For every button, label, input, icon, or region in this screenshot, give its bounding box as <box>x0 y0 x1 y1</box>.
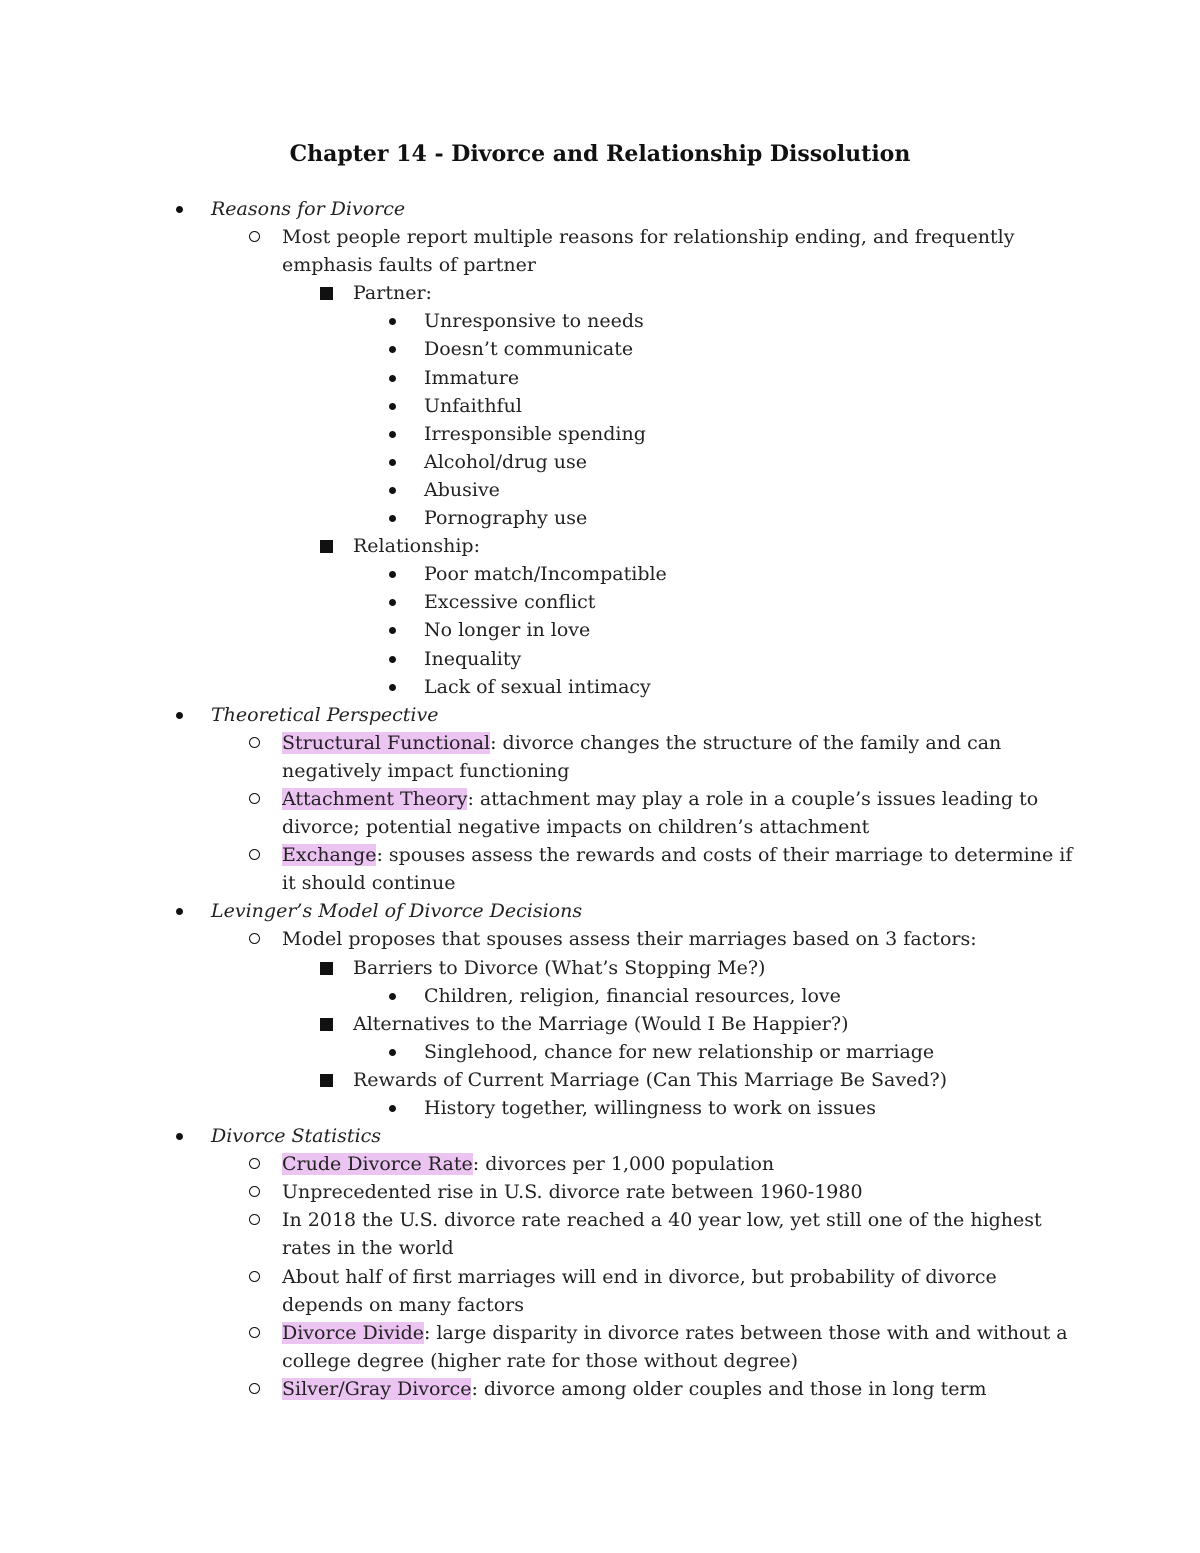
highlighted-term: Structural Functional <box>282 731 491 754</box>
section-heading: Reasons for Divorce <box>211 198 406 220</box>
list-item-text: negatively impact functioning <box>282 759 570 782</box>
list-item-text: Pornography use <box>424 507 588 530</box>
list-item-text: emphasis faults of partner <box>282 254 536 277</box>
list-item-text: depends on many factors <box>282 1293 524 1316</box>
list-item <box>0 729 1200 785</box>
list-item-text: About half of first marriages will end in divorce, but probability of divorce <box>282 1265 997 1288</box>
list-item-text: Alcohol/drug use <box>424 450 587 473</box>
list-item <box>0 448 1200 476</box>
list-item <box>0 504 1200 532</box>
list-item-text: Children, religion, financial resources, love <box>424 984 841 1007</box>
list-item-text: rates in the world <box>282 1237 454 1260</box>
list-item-text <box>282 1375 1200 1403</box>
definition-text: : divorce changes the structure of the family and can <box>490 731 1002 754</box>
list-item-text <box>282 841 1200 869</box>
section-heading: Divorce Statistics <box>211 1125 382 1148</box>
list-item-text <box>282 785 1200 813</box>
list-item <box>0 476 1200 504</box>
list-item <box>0 1150 1200 1178</box>
list-item <box>0 1206 1200 1262</box>
list-item-text: divorce; potential negative impacts on children’s attachment <box>282 816 870 839</box>
list-item <box>0 954 1200 982</box>
highlighted-term: Silver/Gray Divorce <box>282 1377 472 1400</box>
list-item-text: Rewards of Current Marriage (Can This Marriage Be Saved?) <box>353 1068 948 1091</box>
list-item <box>0 1319 1200 1375</box>
list-item-text: Barriers to Divorce (What’s Stopping Me?) <box>353 956 766 979</box>
list-item <box>0 925 1200 953</box>
highlighted-term: Attachment Theory <box>282 787 468 810</box>
list-item-text: Model proposes that spouses assess their marriages based on 3 factors: <box>282 928 977 951</box>
list-item-text: Lack of sexual intimacy <box>424 675 651 698</box>
list-item-text: Excessive conflict <box>424 591 596 614</box>
list-item <box>0 982 1200 1010</box>
definition-text: : spouses assess the rewards and costs of their marriage to determine if <box>376 844 1073 867</box>
highlighted-term: Crude Divorce Rate <box>282 1153 473 1176</box>
list-item-text: Partner: <box>353 282 432 305</box>
list-item-text: Inequality <box>424 647 522 670</box>
list-item <box>0 841 1200 897</box>
list-item <box>0 785 1200 841</box>
list-item <box>0 392 1200 420</box>
page-title: Chapter 14 - Divorce and Relationship Dissolution <box>289 141 911 167</box>
list-item <box>0 1094 1200 1122</box>
definition-text: : large disparity in divorce rates between those with and without a <box>424 1321 1068 1344</box>
section-heading: Theoretical Perspective <box>211 703 439 726</box>
list-item <box>0 223 1200 279</box>
list-item <box>0 1263 1200 1319</box>
list-item-text <box>282 729 1200 757</box>
list-item <box>0 1010 1200 1038</box>
list-item-text: History together, willingness to work on issues <box>424 1097 876 1119</box>
list-item-text: Unprecedented rise in U.S. divorce rate between 1960-1980 <box>282 1181 863 1204</box>
list-item <box>0 532 1200 560</box>
list-item-text: Most people report multiple reasons for relationship ending, and frequently <box>282 226 1015 249</box>
list-item <box>0 279 1200 307</box>
definition-text: : attachment may play a role in a couple’s issues leading to <box>467 787 1039 810</box>
highlighted-term: Divorce Divide <box>282 1321 425 1344</box>
section-theoretical-perspective <box>0 701 1200 729</box>
list-item-text: Immature <box>424 366 520 389</box>
list-item-text <box>282 1150 1200 1178</box>
list-item-text: college degree (higher rate for those without degree) <box>282 1349 798 1372</box>
definition-text: : divorces per 1,000 population <box>472 1153 775 1176</box>
section-levinger-model <box>0 897 1200 925</box>
list-item-text: Irresponsible spending <box>424 422 646 445</box>
list-item-text: Unfaithful <box>424 394 522 417</box>
list-item <box>0 673 1200 701</box>
list-item-text: Singlehood, chance for new relationship or marriage <box>424 1040 935 1063</box>
list-item-text: Relationship: <box>353 535 480 558</box>
outline <box>0 195 1200 1403</box>
list-item-text: In 2018 the U.S. divorce rate reached a 40 year low, yet still one of the highest <box>282 1209 1042 1232</box>
section-reasons-for-divorce <box>0 195 1200 223</box>
list-item-text: Abusive <box>424 478 500 501</box>
list-item <box>0 616 1200 644</box>
section-heading: Levinger’s Model of Divorce Decisions <box>211 900 583 923</box>
list-item <box>0 560 1200 588</box>
list-item <box>0 364 1200 392</box>
list-item <box>0 588 1200 616</box>
list-item-text <box>282 1319 1200 1347</box>
list-item-text: Poor match/Incompatible <box>424 563 667 586</box>
list-item <box>0 1375 1200 1403</box>
list-item <box>0 1178 1200 1206</box>
list-item <box>0 645 1200 673</box>
highlighted-term: Exchange <box>282 844 377 867</box>
list-item-text: Doesn’t communicate <box>424 338 634 361</box>
list-item-text: No longer in love <box>424 619 591 642</box>
list-item-text: it should continue <box>282 872 456 895</box>
section-divorce-statistics <box>0 1122 1200 1150</box>
list-item-text: Alternatives to the Marriage (Would I Be Happier?) <box>353 1012 849 1035</box>
definition-text: : divorce among older couples and those in long term <box>471 1377 987 1400</box>
list-item-text: Unresponsive to needs <box>424 310 644 333</box>
list-item <box>0 335 1200 363</box>
list-item <box>0 1038 1200 1066</box>
list-item <box>0 420 1200 448</box>
list-item <box>0 307 1200 335</box>
list-item <box>0 1066 1200 1094</box>
